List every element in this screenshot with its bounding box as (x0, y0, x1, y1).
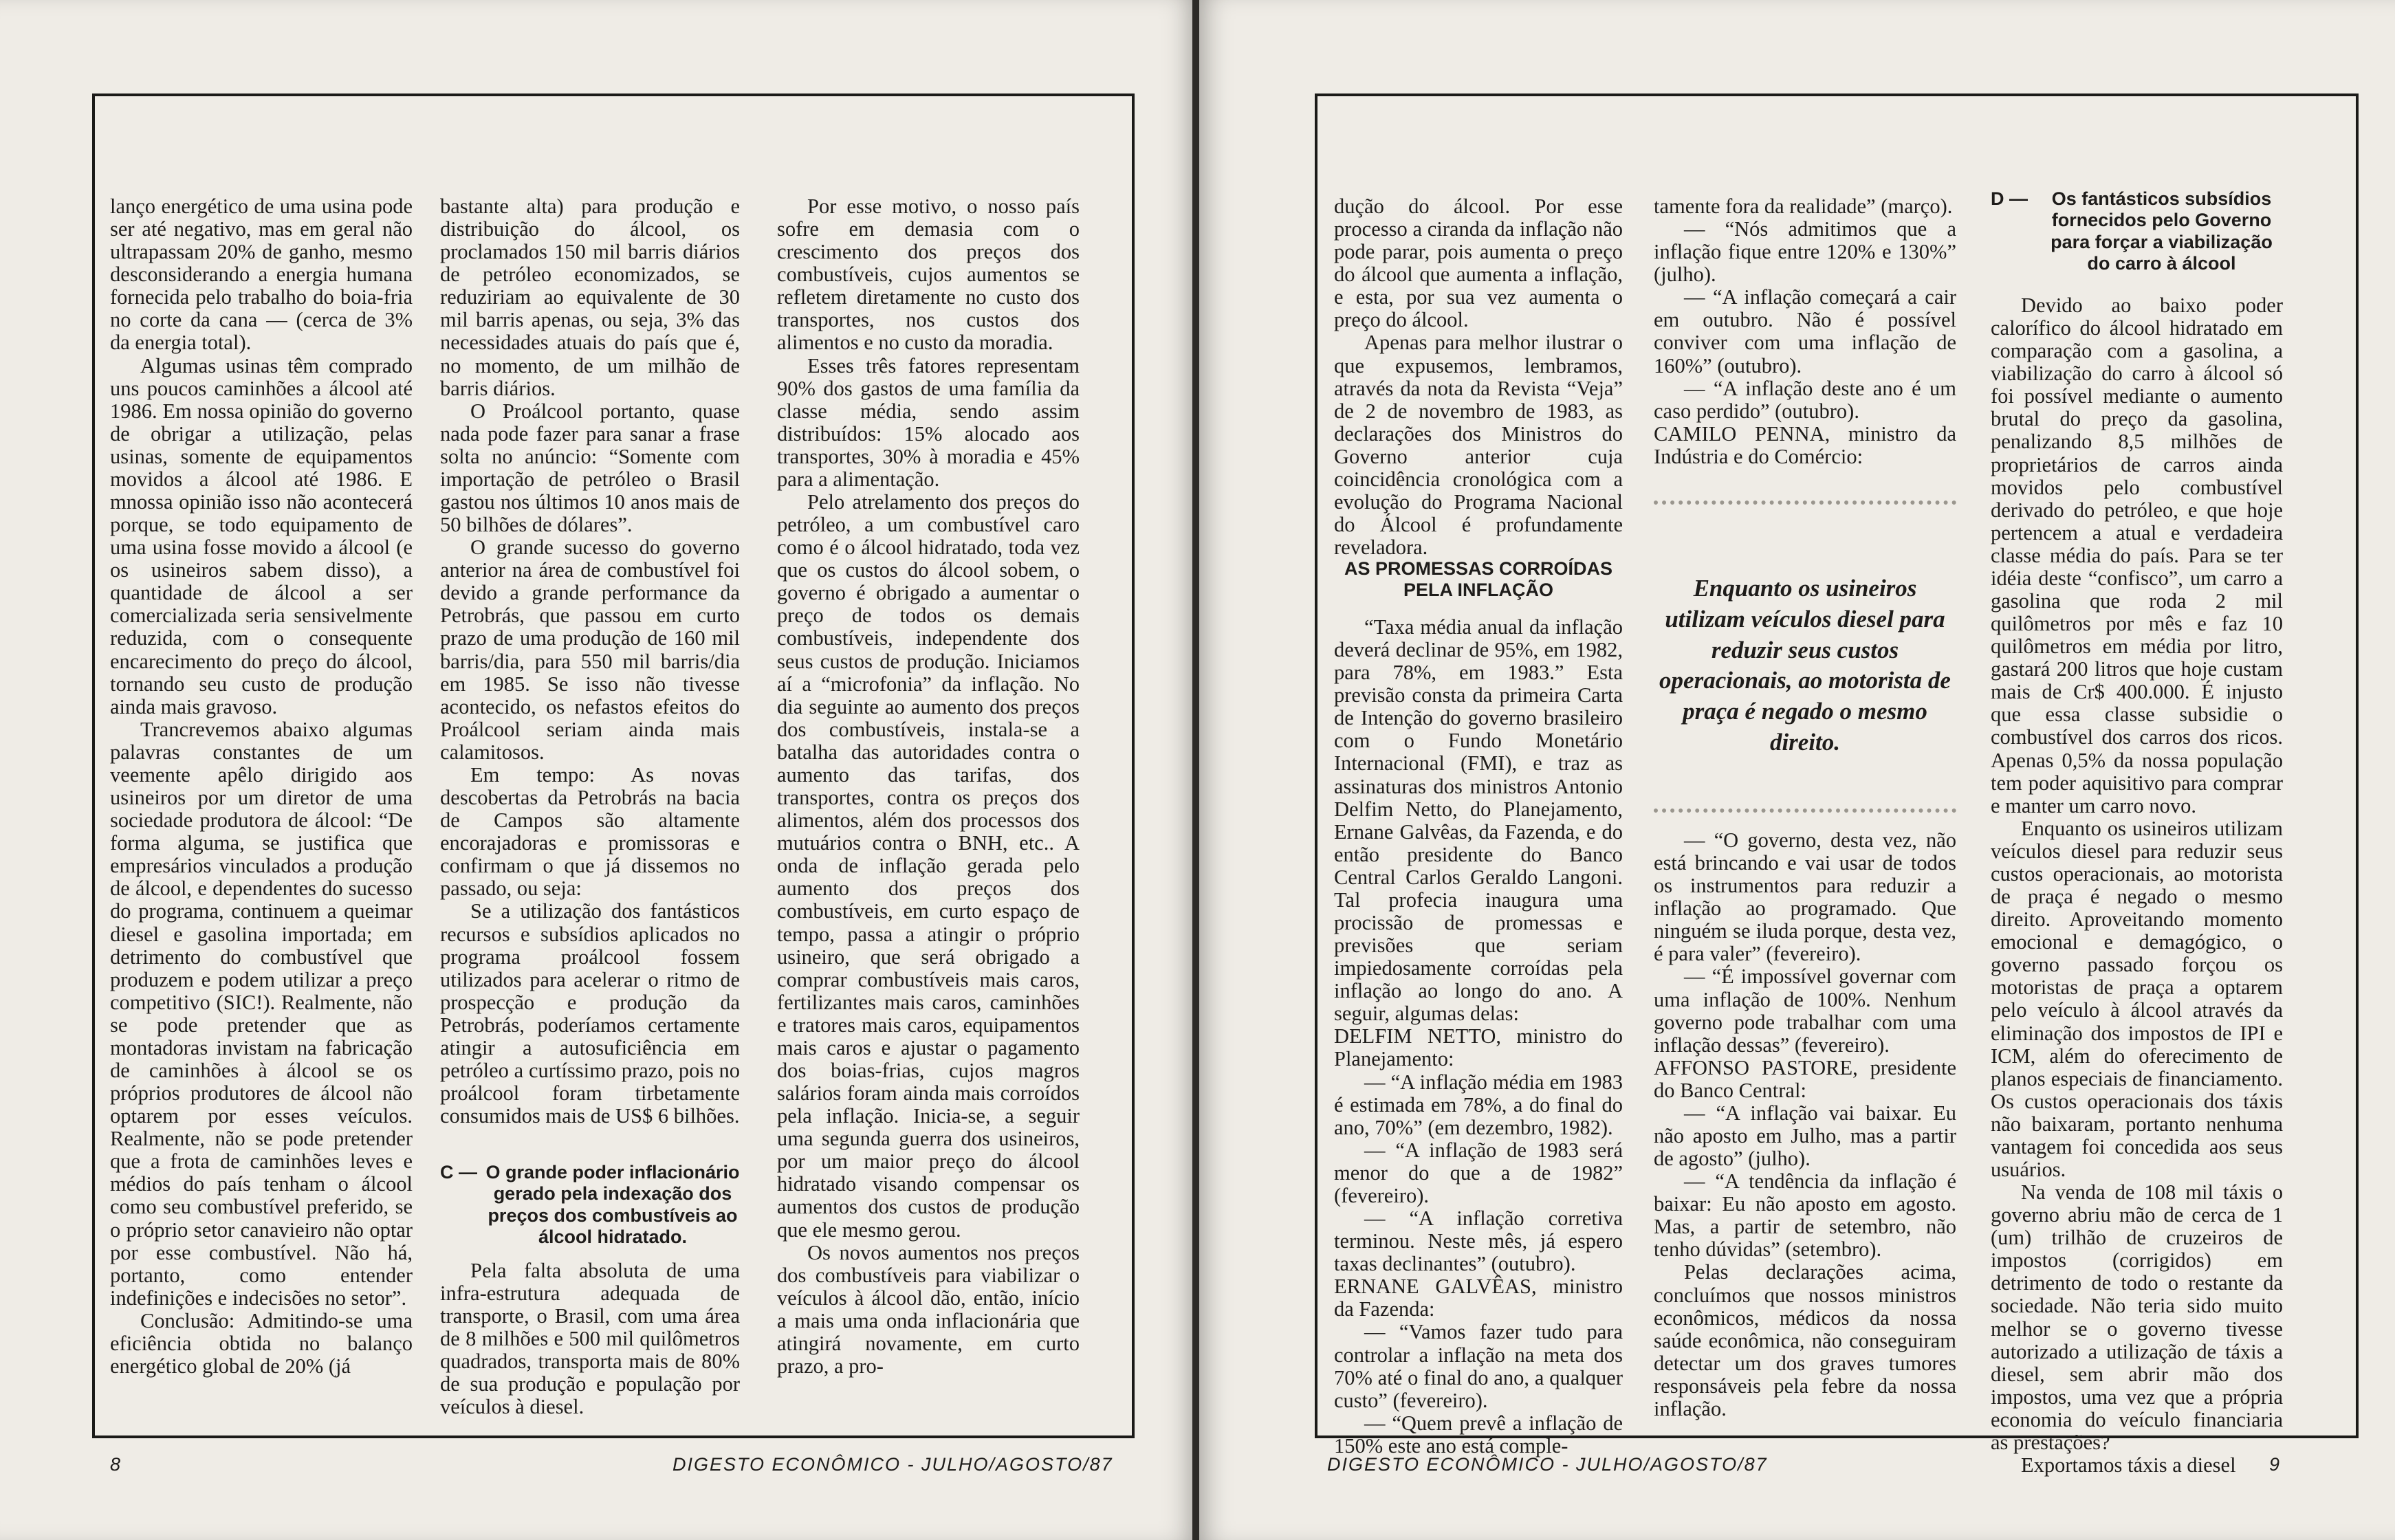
paragraph: Exportamos táxis a diesel (2021, 1453, 2236, 1477)
section-heading-d (1991, 188, 2283, 274)
quote-line: — “O governo, desta vez, não está brincando e vai usar de todos os instrumentos para reduzir a inflação ao programado. Que ninguém se iluda porque, desta vez, é para valer” (fevereiro). (1654, 828, 1956, 966)
paragraph: “Taxa média anual da inflação deverá declinar de 95%, em 1982, para 78%, em 1983.” Esta previsão consta da primeira Carta de Intenção do governo brasileiro com o Fundo Monetário Internacional (FMI), e traz as assinaturas dos ministros Antonio Delfim Netto, do Planejamento, Ernane Galvêas, da Fazenda, e do então presidente do Banco Central Carlos Geraldo Langoni. Tal profecia inaugura uma procissão de promessas e previsões que seriam impiedosamente corroídas pela inflação ao longo do ano. A seguir, algumas delas: (1334, 615, 1623, 1026)
paragraph: dução do álcool. Por esse processo a ciranda da inflação não pode parar, pois aumenta o preço do álcool que aumenta a inflação, e esta, por sua vez aumenta o preço do álcool. (1334, 195, 1623, 332)
quote-line: — “É impossível governar com uma inflação de 100%. Nenhum governo pode trabalhar com uma inflação dessas” (fevereiro). (1654, 965, 1956, 1057)
page-number-right: 9 (2269, 1454, 2280, 1475)
paragraph: Pelo atrelamento dos preços do petróleo, a um combustível caro como é o álcool hidratado, toda vez que os custos do álcool sobem, o governo é obrigado a aumentar o preço de todos os demais combustíveis, independente dos seus custos de produção. Iniciamos aí a “microfonia” da inflação. No dia seguinte ao aumento dos preços dos combustíveis, instala-se a batalha das autoridades contra o aumento das tarifas, dos transportes, contra os preços dos alimentos, além dos processos dos mutuários contra o BNH, etc.. A onda de inflação gerada pelo aumento dos preços dos combustíveis, em curto espaço de tempo, passa a atingir o próprio usineiro, que será obrigado a comprar combustíveis mais caros, fertilizantes mais caros, caminhões e tratores mais caros, equipamentos mais caros e ajustar o pagamento dos boias-frias, cujos magros salários foram ainda mais corroídos pela inflação. Inicia-se, a seguir uma segunda guerra dos usineiros, por um maior preço do álcool hidratado visando compensar os aumentos dos custos de produção que ele mesmo gerou. (777, 490, 1080, 1242)
paragraph: Devido ao baixo poder calorífico do álcool hidratado em comparação com a gasolina, a viabilização do carro à álcool só foi possível mediante o aumento brutal do preço da gasolina, penalizando 8,5 milhões de proprietários de carros ainda movidos pelo combustível derivado do petróleo, e que hoje pertencem a atual e verdadeira classe média do país. Para se ter idéia deste “confisco”, um carro a gasolina que roda 2 mil quilômetros por mês e faz 10 quilômetros em média por litro, gastará 200 litros que hoje custam mais de Cr$ 400.000. É injusto que essa classe subsidie o combustível dos carros dos ricos. Apenas 0,5% da nossa população tem poder aquisitivo para comprar e manter um carro novo. (1991, 294, 2283, 817)
right-column-2-top (1654, 195, 1956, 484)
paragraph: Enquanto os usineiros utilizam veículos diesel para reduzir seus custos operacionais, ao motorista de praça é negado o mesmo direito. Aproveitando momento emocional e demagógico, o governo passado forçou os motoristas de praça a optarem pelo veículo à álcool através da eliminação dos impostos de IPI e ICM, além do oferecimento de planos especiais de financiamento. Os custos operacionais dos táxis não baixaram, portanto nenhuma vantagem foi concedida aos seus usuários. (1991, 816, 2283, 1181)
paragraph: Na venda de 108 mil táxis o governo abriu mão de cerca de 1 (um) trilhão de cruzeiros de impostos (corrigidos) em detrimento de todo o restante da sociedade. Não teria sido muito melhor se o governo tivesse autorizado a utilização de táxis a diesel, sem abrir mão dos impostos, uma vez que a própria economia do veículo financiaria as prestações? (1991, 1180, 2283, 1454)
section-label: C — (440, 1162, 477, 1182)
quote-line: — “A inflação média em 1983 é estimada em 78%, a do final do ano, 70%” (em dezembro, 1982). (1334, 1070, 1623, 1139)
left-column-3 (777, 195, 1080, 1430)
paragraph: Por esse motivo, o nosso país sofre em demasia com o crescimento dos preços dos combustíveis, cujos aumentos se refletem diretamente no custo dos transportes, nos custos dos alimentos e no custo da moradia. (777, 195, 1080, 355)
quote-line: — “Vamos fazer tudo para controlar a inflação na meta dos 70% até o final do ano, a qualquer custo” (fevereiro). (1334, 1320, 1623, 1412)
paragraph: bastante alta) para produção e distribuição do álcool, os proclamados 150 mil barris diários de petróleo economizados, se reduziriam ao equivalente de 30 mil barris apenas, ou seja, 3% das necessidades atuais do país que é, no momento, de um milhão de barris diários. (440, 195, 740, 400)
paragraph: Trancrevemos abaixo algumas palavras constantes de um veemente apêlo dirigido aos usineiros por um diretor de uma sociedade produtora de álcool: “De forma alguma, se justifica que empresários vinculados a produção de álcool, e dependentes do sucesso do programa, continuem a queimar diesel e gasolina importada; em detrimento do combustível que produzem e podem utilizar a preço competitivo (SIC!). Realmente, não se pode pretender que as montadoras invistam na fabricação de caminhões à álcool se os próprios produtores de álcool não optarem por esses veículos. Realmente, não se pode pretender que a frota de caminhões leves e médios do país tenham o álcool como seu combustível preferido, se o próprio setor canavieiro não optar por esse combustível. Não há, portanto, como entender indefinições e indecisões no setor”. (110, 717, 413, 1310)
right-column-3 (1991, 294, 2283, 1477)
left-column-2-continued (440, 1260, 740, 1430)
right-column-1 (1334, 195, 1623, 560)
section-title: O grande poder inflacionário gerado pela indexação dos preços dos combustíveis ao álcool hidratado. (485, 1162, 740, 1247)
paragraph: Pelas declarações acima, concluímos que nossos ministros econômicos, médicos da nossa saúde econômica, não conseguiram detectar um dos graves tumores responsáveis pela febre da nossa inflação. (1654, 1260, 1956, 1420)
footer-left: DIGESTO ECONÔMICO - JULHO/AGOSTO/87 (672, 1454, 1113, 1475)
quote-line: — “A inflação vai baixar. Eu não aposto em Julho, mas a partir de agosto” (julho). (1654, 1101, 1956, 1171)
quote-line: — “Nós admitimos que a inflação fique entre 120% e 130%” (julho). (1654, 217, 1956, 287)
speaker-name: DELFIM NETTO, ministro do Planejamento: (1334, 1024, 1623, 1071)
section-title: Os fantásticos subsídios fornecidos pelo Governo para forçar a viabilização do carro à álcool (2050, 188, 2273, 274)
speaker-name: CAMILO PENNA, ministro da Indústria e do Comércio: (1654, 421, 1956, 468)
paragraph: Pela falta absoluta de uma infra-estrutura adequada de transporte, o Brasil, com uma área de 8 milhões e 500 mil quilômetros quadrados, transporta mais de 80% de sua produção e população por veículos à diesel. (440, 1259, 740, 1419)
paragraph: Esses três fatores representam 90% dos gastos de uma família da classe média, sendo assim distribuídos: 15% alocado aos transportes, 30% à moradia e 45% para a alimentação. (777, 353, 1080, 491)
footer-right: DIGESTO ECONÔMICO - JULHO/AGOSTO/87 (1327, 1454, 1768, 1475)
paragraph: Os novos aumentos nos preços dos combustíveis para viabilizar o veículos à álcool dão, então, início a mais uma onda inflacionária que atingirá novamente, em curto prazo, a pro- (777, 1240, 1080, 1378)
paragraph: lanço energético de uma usina pode ser até negativo, mas em geral não ultrapassam 20% de ganho, mesmo desconsiderando a energia humana fornecida pelo trabalho do boia-fria no corte da cana — (cerca de 3% da energia total). (110, 195, 413, 355)
paragraph: Apenas para melhor ilustrar o que expusemos, lembramos, através da nota da Revista “Veja” de 2 de novembro de 1983, as declarações dos Ministros do Governo anterior cuja coincidência cronológica com a evolução do Programa Nacional do Álcool é profundamente reveladora. (1334, 331, 1623, 560)
quote-line: — “A inflação de 1983 será menor do que a de 1982” (fevereiro). (1334, 1138, 1623, 1207)
left-column-2 (440, 195, 740, 1155)
paragraph: Algumas usinas têm comprado uns poucos caminhões a álcool até 1986. Em nossa opinião do governo de obrigar a utilização, pelas usinas, somente de equipamentos movidos a álcool até 1986. E mnossa opinião isso não acontecerá porque, se todo equipamento de uma usina fosse movido a álcool (e os usineiros sabem disso), a quantidade de álcool a ser comercializada seria sensivelmente reduzida, com o consequente encarecimento do preço do álcool, tornando seu custo de produção ainda mais gravoso. (110, 353, 413, 718)
paragraph: Se a utilização dos fantásticos recursos e subsídios aplicados no programa proálcool fossem utilizados para acelerar o ritmo de prospecção e produção da Petrobrás, poderíamos certamente atingir a autosuficiência em petróleo a curtíssimo prazo, pois no proálcool foram tirbetamente consumidos mais de US$ 6 bilhões. (440, 899, 740, 1128)
quote-line: — “A tendência da inflação é baixar: Eu não aposto em agosto. Mas, a partir de setembro, não tenho dúvidas” (setembro). (1654, 1169, 1956, 1262)
quote-line: — “A inflação começará a cair em outubro. Não é possível conviver com uma inflação de 160%” (outubro). (1654, 285, 1956, 377)
paragraph: Conclusão: Admitindo-se uma eficiência obtida no balanço energético global de 20% (já (110, 1308, 413, 1378)
quote-line: — “Quem prevê a inflação de 150% este ano está comple- (1334, 1411, 1623, 1458)
right-column-2-bottom (1654, 829, 1956, 1430)
section-heading-c (440, 1162, 743, 1248)
section-heading-promessas: AS PROMESSAS CORROÍDAS PELA INFLAÇÃO (1344, 558, 1613, 601)
speaker-name: AFFONSO PASTORE, presidente do Banco Central: (1654, 1055, 1956, 1102)
speaker-name: ERNANE GALVÊAS, ministro da Fazenda: (1334, 1275, 1623, 1321)
left-column-1 (110, 195, 413, 1430)
quote-line: — “A inflação corretiva terminou. Neste mês, já espero taxas declinantes” (outubro). (1334, 1207, 1623, 1276)
pull-quote: Enquanto os usineiros utilizam veículos diesel para reduzir seus custos operacionais, ao motorista de praça é negado o mesmo direito. (1654, 500, 1956, 813)
paragraph: tamente fora da realidade” (março). (1654, 195, 1953, 218)
paragraph: O grande sucesso do governo anterior na área de combustível foi devido a grande performance da Petrobrás, que passou em curto prazo de uma produção de 160 mil barris/dia, para 550 mil barris/dia em 1985. Se isso não tivesse acontecido, os nefastos efeitos do Proálcool seriam ainda mais calamitosos. (440, 536, 740, 764)
section-label: D — (1991, 188, 2028, 209)
paragraph: Em tempo: As novas descobertas da Petrobrás na bacia de Campos são altamente encorajadoras e promissoras e confirmam o que já dissemos no passado, ou seja: (440, 762, 740, 901)
quote-line: — “A inflação deste ano é um caso perdido” (outubro). (1654, 376, 1956, 423)
page-number-left: 8 (110, 1454, 121, 1475)
right-column-1-continued (1334, 615, 1623, 1458)
paragraph: O Proálcool portanto, quase nada pode fazer para sanar a frase solta no anúncio: “Somente com importação de petróleo o Brasil gastou nos últimos 10 anos mais de 50 bilhões de dólares”. (440, 399, 740, 537)
